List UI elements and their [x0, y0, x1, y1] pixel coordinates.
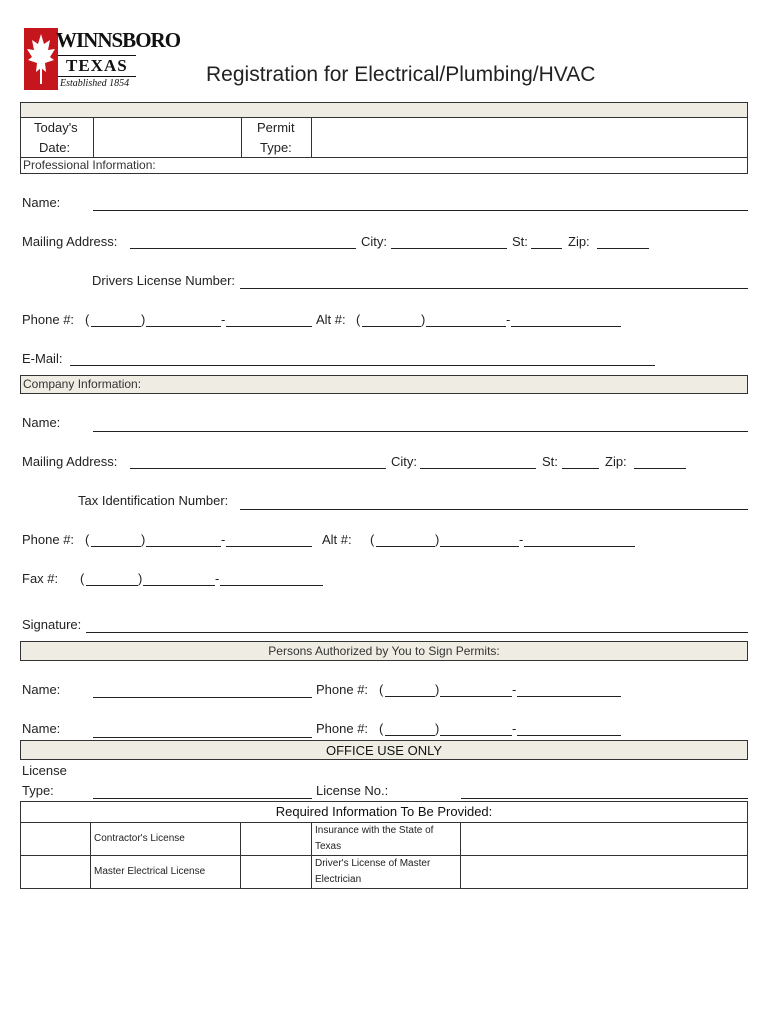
comp-city-label: City: [391, 454, 417, 469]
prof-city-field[interactable] [391, 248, 507, 249]
auth-phone2-area[interactable] [385, 735, 435, 736]
logo [24, 26, 181, 94]
prof-name-field[interactable] [93, 210, 748, 211]
required-header: Required Information To Be Provided: [20, 801, 748, 823]
auth-phone1-prefix[interactable] [440, 696, 512, 697]
prof-email-field[interactable] [70, 365, 655, 366]
comp-alt-prefix[interactable] [440, 546, 519, 547]
req-checkbox-1[interactable] [20, 822, 91, 856]
license-type-label-1: License [22, 763, 67, 778]
comp-alt-line[interactable] [524, 546, 635, 547]
comp-tax-label: Tax Identification Number: [78, 493, 229, 508]
comp-mailing-field[interactable] [130, 468, 386, 469]
comp-phone-label: Phone #: [22, 532, 75, 547]
comp-alt-area[interactable] [376, 546, 435, 547]
comp-city-field[interactable] [420, 468, 536, 469]
req-check-2[interactable] [460, 822, 748, 856]
office-section-bar: OFFICE USE ONLY [20, 740, 748, 760]
auth-phone1-label: Phone #: [316, 682, 369, 697]
header-bar [20, 102, 748, 118]
auth-phone2-label: Phone #: [316, 721, 369, 736]
prof-mailing-field[interactable] [130, 248, 356, 249]
comp-zip-field[interactable] [634, 468, 686, 469]
auth-name2-field[interactable] [93, 737, 312, 738]
logo-state: TEXAS [66, 56, 128, 75]
prof-st-field[interactable] [531, 248, 562, 249]
comp-phone-line[interactable] [226, 546, 312, 547]
req-item-2: Insurance with the State of Texas [311, 822, 461, 856]
comp-fax-prefix[interactable] [143, 585, 215, 586]
auth-phone1-line[interactable] [517, 696, 621, 697]
auth-phone1-area[interactable] [385, 696, 435, 697]
req-item-4: Driver's License of Master Electrician [311, 855, 461, 889]
prof-phone-label: Phone #: [22, 312, 75, 327]
req-check-3[interactable] [240, 855, 312, 889]
authorized-section-bar: Persons Authorized by You to Sign Permits: [20, 641, 748, 661]
logo-name: WINNSBORO [56, 28, 181, 52]
prof-zip-label: Zip: [568, 234, 590, 249]
prof-zip-field[interactable] [597, 248, 649, 249]
prof-phone-line[interactable] [226, 326, 312, 327]
license-type-label-2: Type: [22, 783, 54, 798]
prof-mailing-label: Mailing Address: [22, 234, 118, 249]
logo-established: Established 1854 [60, 78, 130, 89]
req-checkbox-3[interactable] [20, 855, 91, 889]
comp-fax-line[interactable] [220, 585, 323, 586]
comp-phone-prefix[interactable] [146, 546, 221, 547]
comp-name-field[interactable] [93, 431, 748, 432]
date-field[interactable] [93, 117, 242, 158]
comp-st-field[interactable] [562, 468, 599, 469]
prof-phone-prefix[interactable] [146, 326, 221, 327]
req-check-1[interactable] [240, 822, 312, 856]
license-type-field[interactable] [93, 798, 312, 799]
page-title: Registration for Electrical/Plumbing/HVAC [206, 63, 596, 86]
license-no-label: License No.: [316, 783, 389, 798]
prof-alt-area[interactable] [362, 326, 421, 327]
auth-name1-field[interactable] [93, 697, 312, 698]
permit-type-field[interactable] [311, 117, 748, 158]
prof-alt-prefix[interactable] [426, 326, 506, 327]
prof-st-label: St: [512, 234, 528, 249]
prof-city-label: City: [361, 234, 387, 249]
prof-dl-field[interactable] [240, 288, 748, 289]
prof-dl-label: Drivers License Number: [92, 273, 236, 288]
comp-tax-field[interactable] [240, 509, 748, 510]
prof-name-label: Name: [22, 195, 61, 210]
signature-label: Signature: [22, 617, 82, 632]
req-check-4[interactable] [460, 855, 748, 889]
comp-mailing-label: Mailing Address: [22, 454, 118, 469]
signature-field[interactable] [86, 632, 748, 633]
permit-label-cell: Permit Type: [241, 117, 312, 158]
auth-phone2-prefix[interactable] [440, 735, 512, 736]
prof-email-label: E-Mail: [22, 351, 63, 366]
auth-phone2-line[interactable] [517, 735, 621, 736]
comp-alt-label: Alt #: [322, 532, 352, 547]
auth-name1-label: Name: [22, 682, 61, 697]
comp-zip-label: Zip: [605, 454, 627, 469]
prof-alt-label: Alt #: [316, 312, 346, 327]
auth-name2-label: Name: [22, 721, 61, 736]
comp-st-label: St: [542, 454, 558, 469]
req-item-1: Contractor's License [90, 822, 241, 856]
license-no-field[interactable] [461, 798, 748, 799]
comp-fax-area[interactable] [86, 585, 138, 586]
company-section-bar: Company Information: [20, 375, 748, 394]
comp-name-label: Name: [22, 415, 61, 430]
professional-section-bar: Professional Information: [20, 157, 748, 174]
date-label-cell: Today's Date: [20, 117, 94, 158]
comp-phone-area[interactable] [91, 546, 141, 547]
comp-fax-label: Fax #: [22, 571, 59, 586]
req-item-3: Master Electrical License [90, 855, 241, 889]
prof-alt-line[interactable] [511, 326, 621, 327]
prof-phone-area[interactable] [91, 326, 141, 327]
